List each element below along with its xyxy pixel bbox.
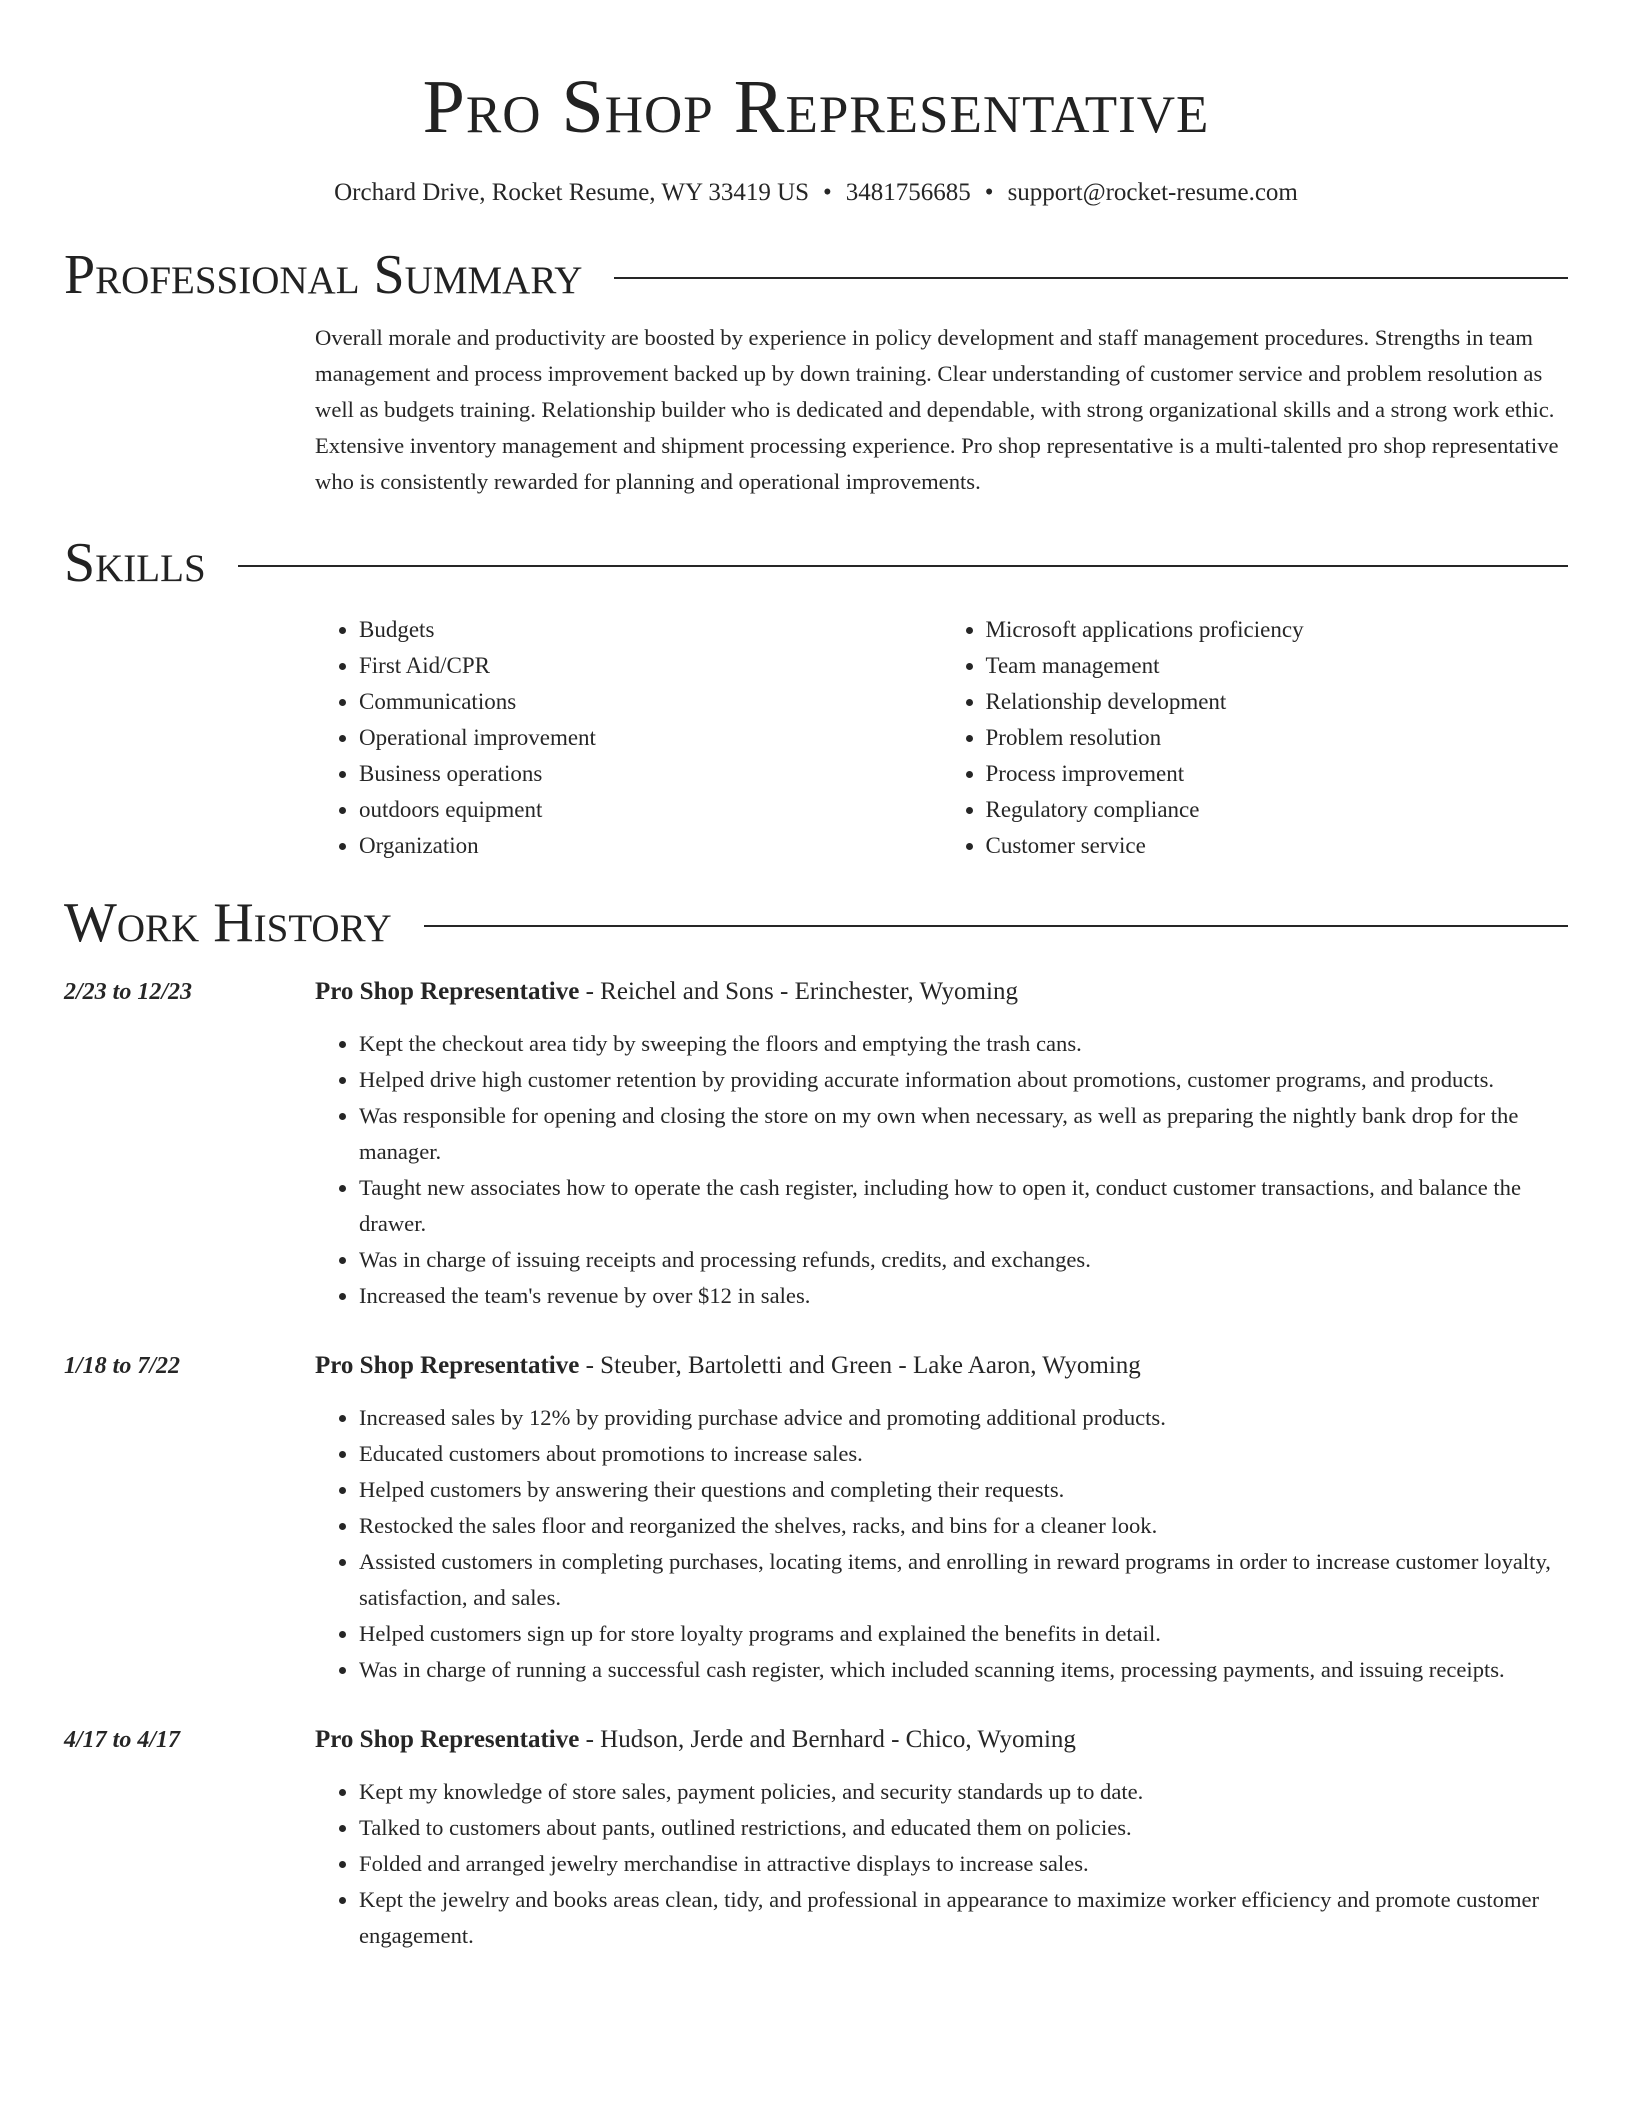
job-bullet: • Taught new associates how to operate the cash register, including how to open it, conduct customer transactions, and balance the drawer. <box>359 1170 1568 1242</box>
job-bullet: • Kept the jewelry and books areas clean, tidy, and professional in appearance to maximize worker efficiency and promote customer engagement. <box>359 1882 1568 1954</box>
section-divider <box>614 277 1568 279</box>
skills-column-left <box>315 612 942 864</box>
job-details <box>315 974 1568 1314</box>
skill-item: • Business operations <box>359 756 942 792</box>
job-entry <box>64 974 1568 1314</box>
skill-item: • Microsoft applications proficiency <box>986 612 1569 648</box>
job-role: Pro Shop Representative <box>315 1352 580 1379</box>
job-bullet: • Increased sales by 12% by providing purchase advice and promoting additional products. <box>359 1400 1568 1436</box>
summary-title: Professional Summary <box>64 244 583 306</box>
job-bullet: • Talked to customers about pants, outlined restrictions, and educated them on policies. <box>359 1810 1568 1846</box>
resume-page <box>64 0 1568 1954</box>
contact-separator: • <box>823 179 832 206</box>
skills-title: Skills <box>64 532 206 594</box>
job-bullet: • Restocked the sales floor and reorganized the shelves, racks, and bins for a cleaner look. <box>359 1508 1568 1544</box>
job-entry <box>64 1722 1568 1954</box>
job-bullets <box>315 1026 1568 1314</box>
job-heading <box>315 974 1568 1010</box>
skill-item: • Team management <box>986 648 1569 684</box>
address: Orchard Drive, Rocket Resume, WY 33419 US <box>334 179 810 206</box>
job-bullet: • Helped customers by answering their questions and completing their requests. <box>359 1472 1568 1508</box>
job-bullet: • Kept my knowledge of store sales, payment policies, and security standards up to date. <box>359 1774 1568 1810</box>
job-role: Pro Shop Representative <box>315 978 580 1005</box>
job-employer: - Hudson, Jerde and Bernhard - Chico, Wyoming <box>579 1726 1076 1753</box>
job-bullet: • Helped drive high customer retention by providing accurate information about promotions, customer programs, and products. <box>359 1062 1568 1098</box>
work-title: Work History <box>64 892 392 954</box>
job-bullet: • Increased the team's revenue by over $12 in sales. <box>359 1278 1568 1314</box>
section-divider <box>424 925 1568 927</box>
job-bullet: • Educated customers about promotions to increase sales. <box>359 1436 1568 1472</box>
job-bullet: • Helped customers sign up for store loyalty programs and explained the benefits in detail. <box>359 1616 1568 1652</box>
skills-list <box>315 612 1568 864</box>
job-details <box>315 1348 1568 1688</box>
job-heading <box>315 1722 1568 1758</box>
skill-item: • Customer service <box>986 828 1569 864</box>
skills-section-header <box>64 532 1568 594</box>
job-bullet: • Folded and arranged jewelry merchandise in attractive displays to increase sales. <box>359 1846 1568 1882</box>
job-role: Pro Shop Representative <box>315 1726 580 1753</box>
job-bullet: • Assisted customers in completing purchases, locating items, and enrolling in reward programs in order to increase customer loyalty, satisfaction, and sales. <box>359 1544 1568 1616</box>
job-details <box>315 1722 1568 1954</box>
skill-item: • Operational improvement <box>359 720 942 756</box>
job-bullets <box>315 1774 1568 1954</box>
job-bullet: • Was in charge of issuing receipts and processing refunds, credits, and exchanges. <box>359 1242 1568 1278</box>
summary-text: Overall morale and productivity are boosted by experience in policy development and staff management procedures. Strengths in team management and process improvement backed up by down training. Clear understanding of customer service and problem resolution as well as budgets training. Relationship builder who is dedicated and dependable, with strong organizational skills and a strong work ethic. Extensive inventory management and shipment processing experience. Pro shop representative is a multi-talented pro shop representative who is consistently rewarded for planning and operational improvements. <box>315 325 1559 494</box>
phone: 3481756685 <box>845 179 971 206</box>
summary-body <box>315 320 1568 500</box>
candidate-name: Pro Shop Representative <box>422 65 1210 149</box>
skill-item: • Organization <box>359 828 942 864</box>
skill-item: • Relationship development <box>986 684 1569 720</box>
skills-column-right <box>942 612 1569 864</box>
job-heading <box>315 1348 1568 1384</box>
skill-item: • First Aid/CPR <box>359 648 942 684</box>
skill-item: • Communications <box>359 684 942 720</box>
job-bullet: • Was responsible for opening and closing the store on my own when necessary, as well as preparing the nightly bank drop for the manager. <box>359 1098 1568 1170</box>
job-entry <box>64 1348 1568 1688</box>
job-bullet: • Kept the checkout area tidy by sweeping the floors and emptying the trash cans. <box>359 1026 1568 1062</box>
work-section-header <box>64 892 1568 954</box>
skill-item: • Regulatory compliance <box>986 792 1569 828</box>
job-dates: 4/17 to 4/17 <box>64 1727 181 1753</box>
skill-item: • outdoors equipment <box>359 792 942 828</box>
skill-item: • Budgets <box>359 612 942 648</box>
section-divider <box>238 565 1568 567</box>
job-employer: - Steuber, Bartoletti and Green - Lake Aaron, Wyoming <box>579 1352 1141 1379</box>
job-bullet: • Was in charge of running a successful cash register, which included scanning items, processing payments, and issuing receipts. <box>359 1652 1568 1688</box>
contact-separator: • <box>984 179 994 206</box>
skill-item: • Process improvement <box>986 756 1569 792</box>
job-dates: 1/18 to 7/22 <box>64 1353 181 1379</box>
job-dates: 2/23 to 12/23 <box>64 979 193 1005</box>
email: support@rocket-resume.com <box>1007 179 1298 206</box>
contact-line <box>64 176 1568 210</box>
summary-section-header <box>64 244 1568 306</box>
skill-item: • Problem resolution <box>986 720 1569 756</box>
job-bullets <box>315 1400 1568 1688</box>
job-employer: - Reichel and Sons - Erinchester, Wyoming <box>579 978 1018 1005</box>
